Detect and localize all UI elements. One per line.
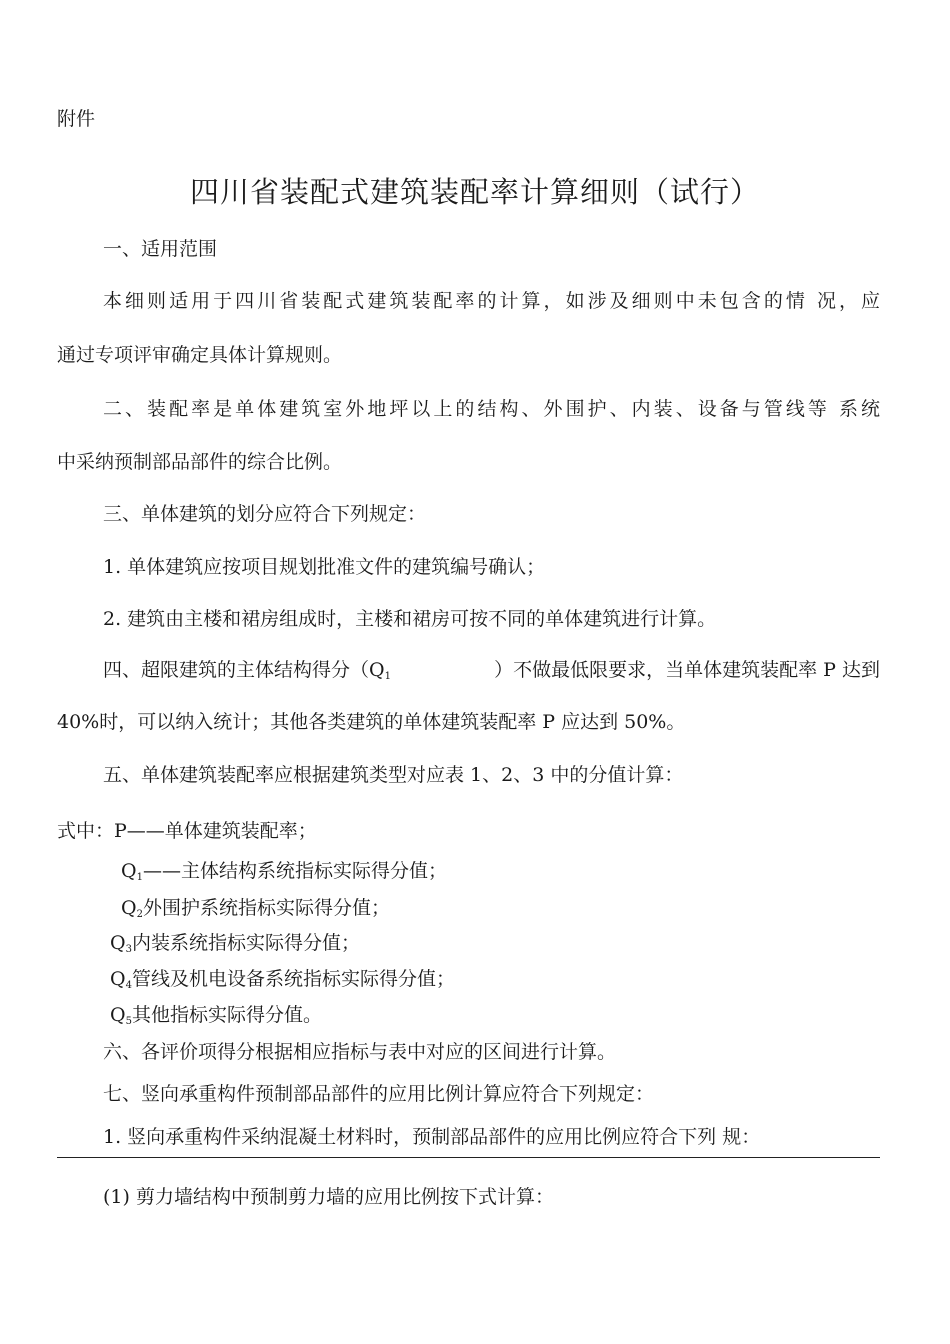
section-3-item-1: 1. 单体建筑应按项目规划批准文件的建筑编号确认；	[103, 556, 546, 578]
q5-description: 其他指标实际得分值。	[131, 1004, 322, 1026]
section-4-line-1	[103, 657, 880, 690]
section-2-line-2: 中采纳预制部品部件的综合比例。	[57, 451, 343, 473]
horizontal-divider	[57, 1157, 880, 1158]
q4-subscript: 4	[125, 980, 132, 991]
section-4-text-a: 四、超限建筑的主体结构得分（Q	[103, 659, 385, 681]
formula-q1	[121, 858, 447, 891]
q2-subscript: 2	[136, 909, 143, 920]
q5-symbol: Q	[110, 1004, 126, 1026]
section-3-heading: 三、单体建筑的划分应符合下列规定：	[103, 503, 427, 525]
q3-symbol: Q	[110, 932, 126, 954]
section-7-item-1: 1. 竖向承重构件采纳混凝土材料时，预制部品部件的应用比例应符合下列 规：	[103, 1126, 761, 1148]
formula-q5	[110, 1002, 322, 1035]
section-1-heading: 一、适用范围	[103, 238, 218, 260]
formula-q3	[110, 930, 360, 963]
q2-description: 外围护系统指标实际得分值；	[142, 897, 390, 919]
formula-where: 式中：P——单体建筑装配率；	[57, 820, 317, 842]
section-1-body-line-2: 通过专项评审确定具体计算规则。	[57, 344, 343, 366]
section-6-line: 六、各评价项得分根据相应指标与表中对应的区间进行计算。	[103, 1041, 617, 1063]
section-2-line-1: 二、装配率是单体建筑室外地坪以上的结构、外围护、内装、设备与管线等 系统	[103, 398, 880, 420]
q3-description: 内装系统指标实际得分值；	[131, 932, 360, 954]
attachment-label: 附件	[57, 108, 96, 130]
q3-subscript: 3	[125, 944, 132, 955]
section-4-q-subscript: 1	[384, 671, 391, 682]
section-4-text-b: ）不做最低限要求，当单体建筑装配率 P 达到	[494, 659, 880, 681]
formula-q2	[121, 895, 390, 928]
section-5-line: 五、单体建筑装配率应根据建筑类型对应表 1、2、3 中的分值计算：	[103, 764, 684, 786]
formula-q4	[110, 966, 455, 999]
section-7-line: 七、竖向承重构件预制部品部件的应用比例计算应符合下列规定：	[103, 1083, 655, 1105]
q1-subscript: 1	[136, 872, 143, 883]
q4-symbol: Q	[110, 968, 126, 990]
q1-description: ——主体结构系统指标实际得分值；	[142, 860, 447, 882]
section-3-item-2: 2. 建筑由主楼和裙房组成时，主楼和裙房可按不同的单体建筑进行计算。	[103, 608, 717, 630]
q2-symbol: Q	[121, 897, 137, 919]
q1-symbol: Q	[121, 860, 137, 882]
q5-subscript: 5	[125, 1016, 132, 1027]
q4-description: 管线及机电设备系统指标实际得分值；	[131, 968, 455, 990]
page-title: 四川省装配式建筑装配率计算细则（试行）	[190, 175, 761, 209]
section-4-line-2: 40%时，可以纳入统计；其他各类建筑的单体建筑装配率 P 应达到 50%。	[57, 711, 686, 733]
section-1-body-line-1: 本细则适用于四川省装配式建筑装配率的计算，如涉及细则中未包含的情 况，应	[103, 290, 880, 312]
section-7-item-1-1: (1) 剪力墙结构中预制剪力墙的应用比例按下式计算：	[103, 1186, 554, 1208]
